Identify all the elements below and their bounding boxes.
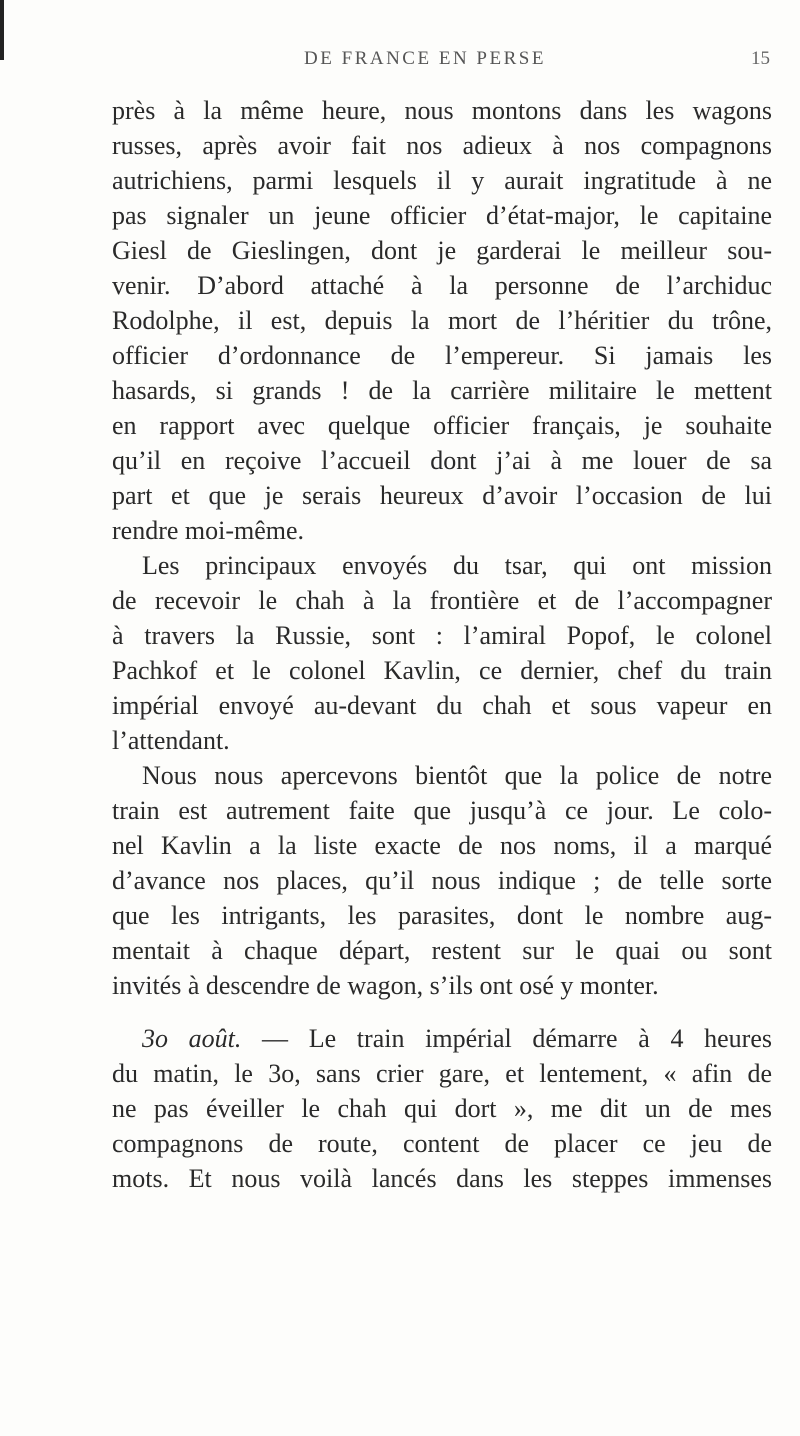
text-line: d’avance nos places, qu’il nous indique ; de telle sorte xyxy=(112,866,772,895)
paragraph-4 xyxy=(112,1021,772,1196)
text-line: l’attendant. xyxy=(112,726,230,755)
text-line: qu’il en reçoive l’accueil dont j’ai à me louer de sa xyxy=(112,446,772,475)
text-line: ne pas éveiller le chah qui dort », me dit un de mes xyxy=(112,1094,772,1123)
text-line: part et que je serais heureux d’avoir l’occasion de lui xyxy=(112,481,772,510)
text-line: invités à descendre de wagon, s’ils ont osé y monter. xyxy=(112,971,659,1000)
text-line: officier d’ordonnance de l’empereur. Si jamais les xyxy=(112,341,772,370)
text-line: Nous nous apercevons bientôt que la police de notre xyxy=(142,761,772,790)
text-line: impérial envoyé au-devant du chah et sous vapeur en xyxy=(112,691,772,720)
paragraph-2 xyxy=(112,548,772,758)
text-line: du matin, le 3o, sans crier gare, et lentement, « afin de xyxy=(112,1059,772,1088)
page-number: 15 xyxy=(751,48,770,69)
text-line: Pachkof et le colonel Kavlin, ce dernier, chef du train xyxy=(112,656,772,685)
body-text xyxy=(112,93,772,1196)
running-head xyxy=(120,48,770,78)
text-line: mentait à chaque départ, restent sur le quai ou sont xyxy=(112,936,772,965)
text-line xyxy=(112,1021,772,1056)
text-line: rendre moi-même. xyxy=(112,516,305,545)
entry-date: 3o août. xyxy=(142,1024,242,1053)
text-line: Les principaux envoyés du tsar, qui ont mission xyxy=(142,551,772,580)
text-line: hasards, si grands ! de la carrière militaire le mettent xyxy=(112,376,772,405)
text-line: que les intrigants, les parasites, dont le nombre aug- xyxy=(112,901,772,930)
page-edge-rule xyxy=(0,0,4,60)
text-line-rest: — Le train impérial démarre à 4 heures xyxy=(241,1024,772,1053)
text-line: en rapport avec quelque officier français, je souhaite xyxy=(112,411,772,440)
text-line: à travers la Russie, sont : l’amiral Popof, le colonel xyxy=(112,621,772,650)
text-line: autrichiens, parmi lesquels il y aurait ingratitude à ne xyxy=(112,166,772,195)
text-line: Rodolphe, il est, depuis la mort de l’héritier du trône, xyxy=(112,306,772,335)
text-line: Giesl de Gieslingen, dont je garderai le meilleur sou- xyxy=(112,236,772,265)
text-line: mots. Et nous voilà lancés dans les steppes immenses xyxy=(112,1164,772,1193)
paragraph-1 xyxy=(112,93,772,548)
text-line: de recevoir le chah à la frontière et de l’accompagner xyxy=(112,586,772,615)
text-line: nel Kavlin a la liste exacte de nos noms, il a marqué xyxy=(112,831,772,860)
text-line: près à la même heure, nous montons dans les wagons xyxy=(112,96,772,125)
text-line: compagnons de route, content de placer ce jeu de xyxy=(112,1129,772,1158)
paragraph-3 xyxy=(112,758,772,1003)
running-title: DE FRANCE EN PERSE xyxy=(304,48,546,69)
text-line: train est autrement faite que jusqu’à ce jour. Le colo- xyxy=(112,796,772,825)
text-line: venir. D’abord attaché à la personne de l’archiduc xyxy=(112,271,772,300)
text-line: russes, après avoir fait nos adieux à nos compagnons xyxy=(112,131,772,160)
text-line: pas signaler un jeune officier d’état-major, le capitaine xyxy=(112,201,772,230)
